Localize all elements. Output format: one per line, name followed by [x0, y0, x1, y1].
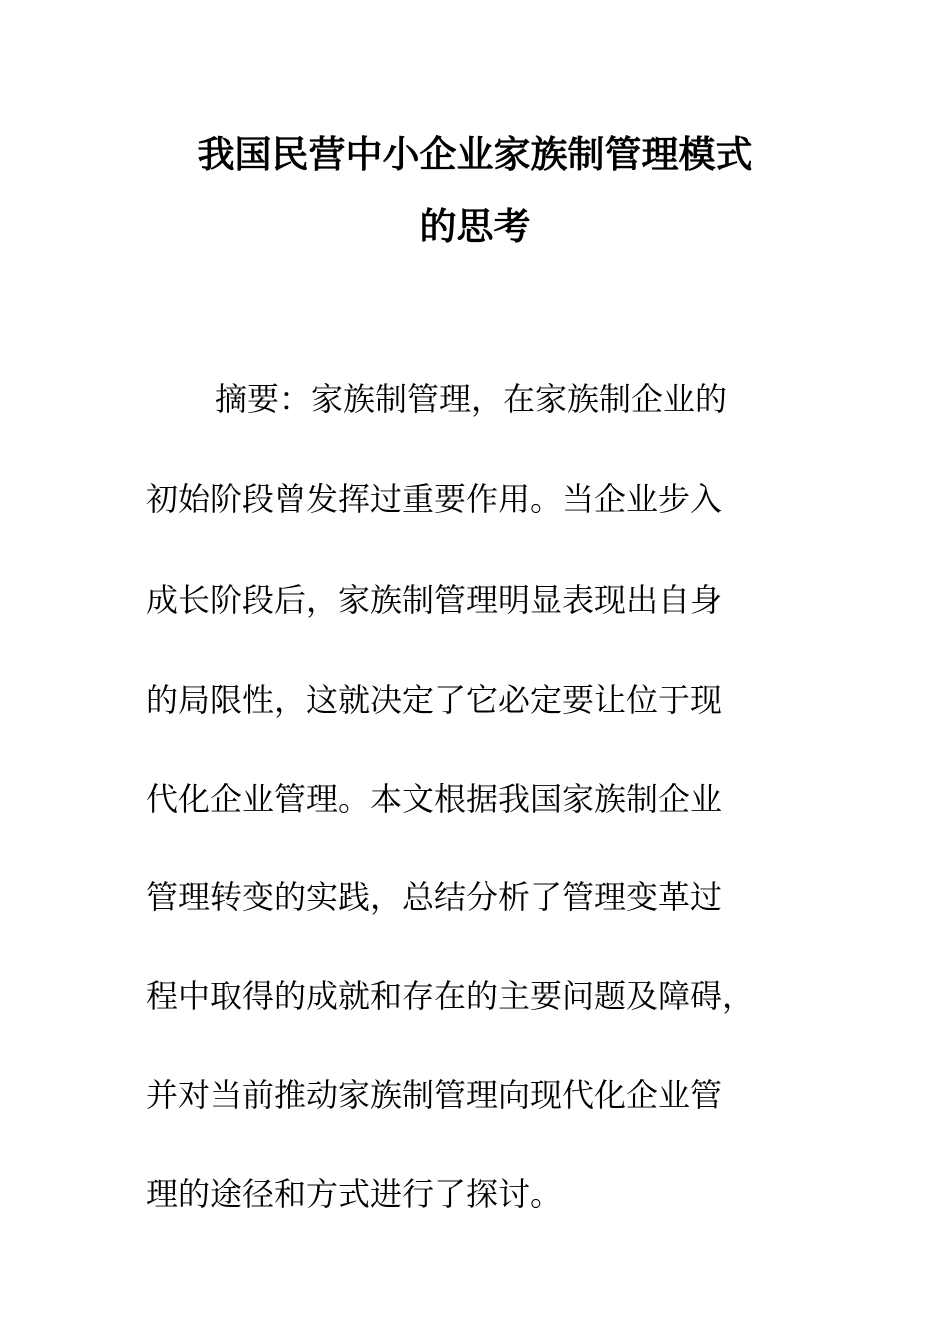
abstract-line-7: 程中取得的成就和存在的主要问题及障碍，: [146, 977, 755, 1015]
abstract-line-6: 管理转变的实践，总结分析了管理变革过: [146, 878, 723, 916]
abstract-line-5: 代化企业管理。本文根据我国家族制企业: [146, 780, 723, 818]
abstract-line-1: 摘要：家族制管理，在家族制企业的: [215, 380, 728, 418]
abstract-line-8: 并对当前推动家族制管理向现代化企业管: [146, 1076, 723, 1114]
abstract-line-4: 的局限性，这就决定了它必定要让位于现: [146, 681, 723, 719]
abstract-line-9: 理的途径和方式进行了探讨。: [146, 1175, 563, 1213]
document-title-line-2: 的思考: [419, 204, 531, 248]
document-title-line-1: 我国民营中小企业家族制管理模式: [197, 132, 753, 176]
abstract-line-2: 初始阶段曾发挥过重要作用。当企业步入: [146, 480, 723, 518]
abstract-line-3: 成长阶段后，家族制管理明显表现出自身: [146, 581, 723, 619]
